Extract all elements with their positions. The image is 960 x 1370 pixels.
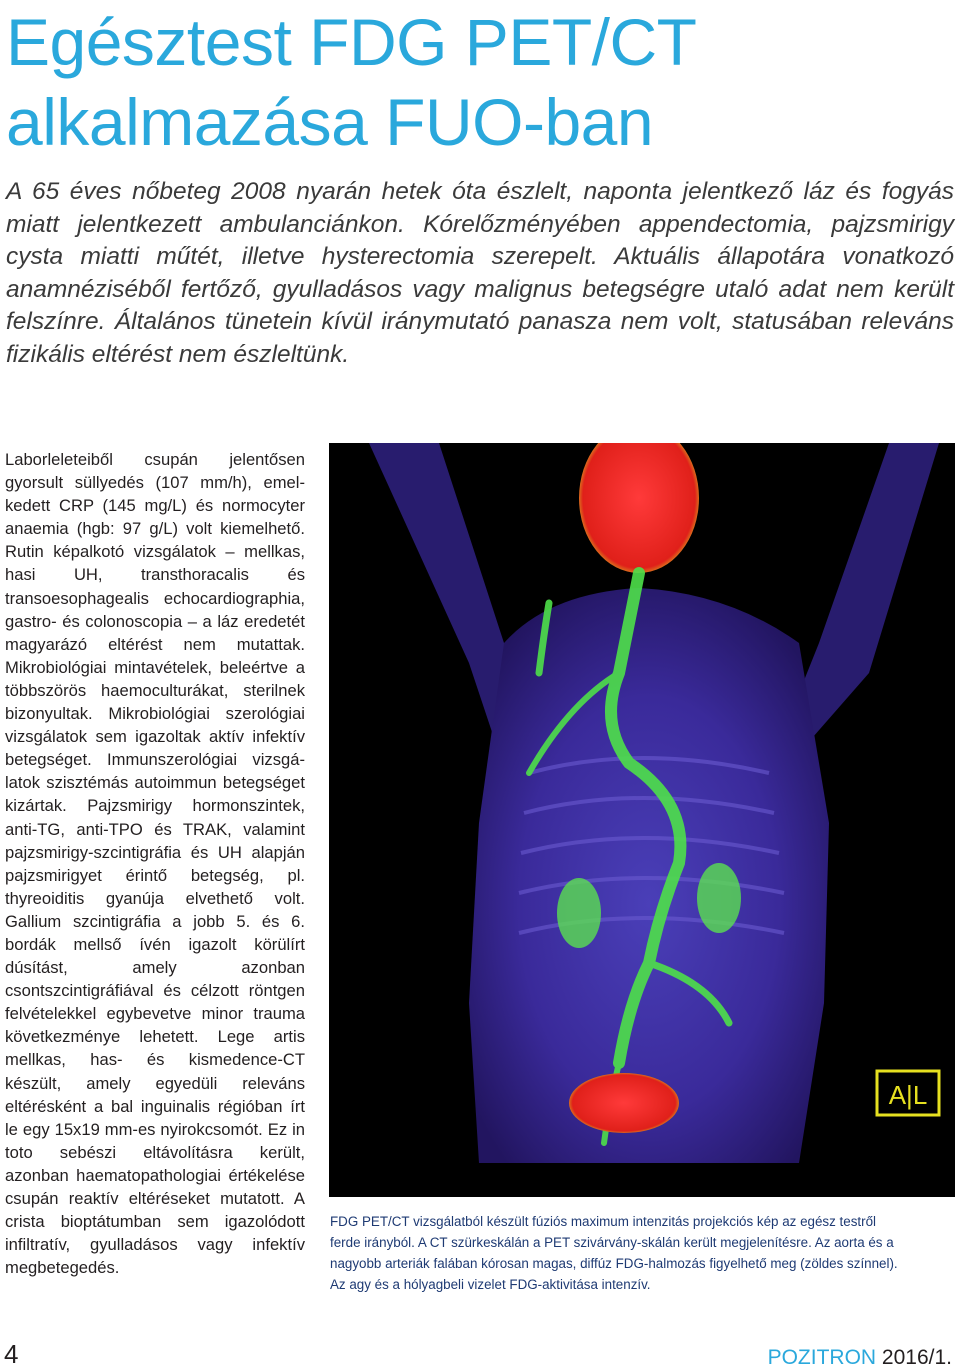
- article-title: [6, 2, 946, 162]
- journal-name: POZITRON: [767, 1346, 877, 1369]
- journal-footer: [768, 1346, 952, 1370]
- bladder: [569, 1073, 679, 1133]
- caption-line-2: ferde irányból. A CT szürkeskálán a PET szivárvány-skálán került megjelenítésre. Az aorta és a: [330, 1235, 894, 1250]
- lead-paragraph: A 65 éves nőbeteg 2008 nyarán hetek óta észlelt, naponta jelentkező láz és fogyás miatt jelentkezett ambulanciánkon. Kórelőzményében appendectomia, pajzsmirigy cysta miatti műtét, illetve hysterectomia szerepelt. Aktuális állapotára vonatkozó anamnéziséből fertőző, gyulladásos vagy malignus betegségre utaló adat nem került felszínre. Általános tünetein kívül iránymutató panasza nem volt, statusában releváns fizikális eltérést nem észleltünk.: [6, 178, 954, 368]
- head: [579, 443, 699, 573]
- caption-line-1: FDG PET/CT vizsgálatból készült fúziós maximum intenzitás projekciós kép az egész testről: [330, 1214, 876, 1229]
- caption-line-3: nagyobb arteriák falában kórosan magas, diffúz FDG-halmozás figyelhető meg (zöldes színnel).: [330, 1256, 898, 1271]
- caption-line-4: Az agy és a hólyagbeli vizelet FDG-aktivitása intenzív.: [330, 1277, 651, 1292]
- body-paragraph: Laborleleteiből csupán jelentősen gyorsult süllyedés (107 mm/h), emelkedett CRP (145 mg/L) és normocyter anaemia (hgb: 97 g/L) volt kiemelhető. Rutin képalkotó vizsgálatok – mellkas, hasi UH, transthoracalis és transoesophagealis echocardiographia, gastro- és colonoscopia – a láz eredetét magyarázó eltérést nem mutattak. Mikrobiológiai mintavételek, beleértve a többszörös haemoculturákat, sterilnek bizonyultak. Mikrobiológiai szerológiai vizsgálatok sem igazoltak aktív infektív betegséget. Immunszerológiai vizsgálatok szisztémás autoimmun betegséget kizártak. Pajzsmirigy hormonszintek, anti-TG, anti-TPO és TRAK, valamint pajzsmirigy-szcintigráfia és UH alapján pajzsmirigyet érintő betegség, pl. thyreoiditis gyanúja elvethető volt. Gallium szcintigráfia a jobb 5. és 6. bordák mellső ívén igazolt körülírt dúsítást, amely azonban csontszcintigráfiával és célzott röntgen felvételekkel egybevetve minor trauma következménye lehetett. Lege artis mellkas, has- és kismedence-CT készült, amely egyedüli releváns eltérésként a bal inguinalis régióban írt le egy 15x19 mm-es nyirokcsomót. Ez in toto sebészi eltávolításra került, azonban haematopathologiai értékelése csupán reaktív eltéréseket mutatott. A crista bioptátumban sem igazolódott infiltratív, gyulladásos vagy infektív megbetegedés.: [5, 450, 305, 1278]
- orientation-marker-text: A|L: [888, 1080, 928, 1110]
- orientation-marker: [877, 1071, 939, 1115]
- journal-issue: 2016/1.: [876, 1346, 952, 1369]
- left-kidney: [557, 878, 601, 948]
- title-line-2: alkalmazása FUO-ban: [6, 85, 654, 159]
- page-number: 4: [4, 1339, 19, 1369]
- title-line-1: Egésztest FDG PET/CT: [6, 5, 697, 79]
- image-caption: [330, 1211, 960, 1295]
- right-kidney: [697, 863, 741, 933]
- pet-ct-image: [329, 443, 955, 1197]
